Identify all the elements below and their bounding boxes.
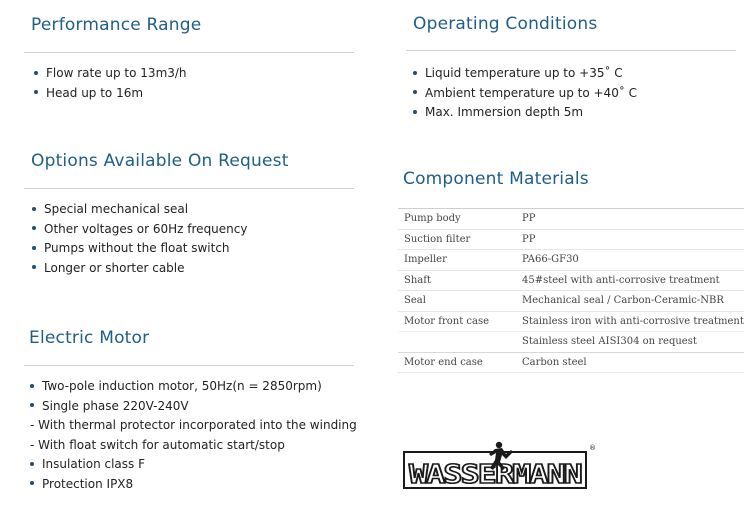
list-item-text: Protection IPX8 xyxy=(42,476,134,491)
bullet-icon xyxy=(32,265,36,269)
table-cell-material: 45#steel with anti-corrosive treatment xyxy=(522,270,744,291)
bullet-icon xyxy=(32,207,36,211)
list-item xyxy=(30,397,357,417)
list-item-text: Liquid temperature up to +35˚ C xyxy=(425,66,623,80)
table-cell-material: Stainless steel AISI304 on request xyxy=(522,332,744,353)
bullet-icon xyxy=(30,384,34,388)
table-row xyxy=(398,352,744,373)
bullet-icon xyxy=(32,226,36,230)
electric-motor-title: Electric Motor xyxy=(29,328,150,348)
bullet-icon xyxy=(30,403,34,407)
list-item xyxy=(34,64,187,84)
list-item-text: Max. Immersion depth 5m xyxy=(425,105,584,119)
list-item xyxy=(32,239,247,259)
electric-motor-divider xyxy=(24,365,354,366)
list-item-text: Insulation class F xyxy=(42,457,145,471)
table-cell-part: Seal xyxy=(398,291,522,312)
options-list xyxy=(32,200,247,278)
operating-conditions-title: Operating Conditions xyxy=(413,14,598,34)
bullet-icon xyxy=(32,246,36,250)
table-cell-part xyxy=(398,332,522,353)
table-row xyxy=(398,332,744,353)
wassermann-logo-mark xyxy=(403,440,596,492)
list-item xyxy=(32,259,247,279)
list-item xyxy=(32,200,247,220)
list-item-text: Head up to 16m xyxy=(46,85,144,100)
list-item xyxy=(413,84,637,104)
svg-text:®: ® xyxy=(589,444,596,452)
list-item-text: Ambient temperature up to +40˚ C xyxy=(425,85,638,100)
operating-conditions-list xyxy=(413,64,637,123)
table-row xyxy=(398,250,744,271)
bullet-icon xyxy=(413,110,417,114)
table-cell-material: PP xyxy=(522,229,744,250)
table-cell-material: Mechanical seal / Carbon-Ceramic-NBR xyxy=(522,291,744,312)
bullet-icon xyxy=(34,90,38,94)
table-cell-material: PP xyxy=(522,209,744,230)
list-item-text: Longer or shorter cable xyxy=(44,260,185,275)
table-row xyxy=(398,291,744,312)
table-cell-material: Stainless iron with anti-corrosive treatment xyxy=(522,311,744,332)
bullet-icon xyxy=(413,90,417,94)
bullet-icon xyxy=(30,462,34,466)
list-item-text: Other voltages or 60Hz frequency xyxy=(44,221,248,236)
list-item-text: Flow rate up to 13m3/h xyxy=(46,66,187,80)
list-item xyxy=(34,84,187,104)
svg-text:WASSERMANN: WASSERMANN xyxy=(409,460,583,490)
table-cell-part: Pump body xyxy=(398,209,522,230)
list-item xyxy=(30,475,357,495)
list-item xyxy=(32,220,247,240)
list-item-text: Single phase 220V-240V xyxy=(42,398,189,413)
operating-conditions-divider xyxy=(406,50,736,51)
list-item-text: Pumps without the float switch xyxy=(44,241,230,255)
table-cell-part: Suction filter xyxy=(398,229,522,250)
list-item-text: - With thermal protector incorporated into the winding xyxy=(30,418,357,432)
table-cell-part: Impeller xyxy=(398,250,522,271)
table-cell-part: Shaft xyxy=(398,270,522,291)
table-row xyxy=(398,209,744,230)
table-cell-part: Motor end case xyxy=(398,352,522,373)
table-cell-material: Carbon steel xyxy=(522,352,744,373)
table-row xyxy=(398,311,744,332)
list-item-text: Two-pole induction motor, 50Hz(n = 2850rpm) xyxy=(42,379,322,393)
table-cell-material: PA66-GF30 xyxy=(522,250,744,271)
electric-motor-list xyxy=(30,377,357,494)
wassermann-logo xyxy=(403,440,596,496)
list-item xyxy=(30,416,357,436)
list-item-text: Special mechanical seal xyxy=(44,202,189,216)
list-item-text: - With float switch for automatic start/stop xyxy=(30,437,285,452)
bullet-icon xyxy=(30,481,34,485)
table-cell-part: Motor front case xyxy=(398,311,522,332)
component-materials-title: Component Materials xyxy=(403,169,589,189)
performance-range-list xyxy=(34,64,187,103)
list-item xyxy=(30,455,357,475)
list-item xyxy=(30,436,357,456)
list-item xyxy=(30,377,357,397)
options-title: Options Available On Request xyxy=(31,151,289,171)
list-item xyxy=(413,103,637,123)
list-item xyxy=(413,64,637,84)
options-divider xyxy=(24,188,354,189)
table-row xyxy=(398,270,744,291)
performance-range-title: Performance Range xyxy=(31,15,202,35)
bullet-icon xyxy=(413,71,417,75)
table-row xyxy=(398,229,744,250)
performance-range-divider xyxy=(24,52,354,53)
bullet-icon xyxy=(34,71,38,75)
component-materials-table xyxy=(398,208,744,373)
